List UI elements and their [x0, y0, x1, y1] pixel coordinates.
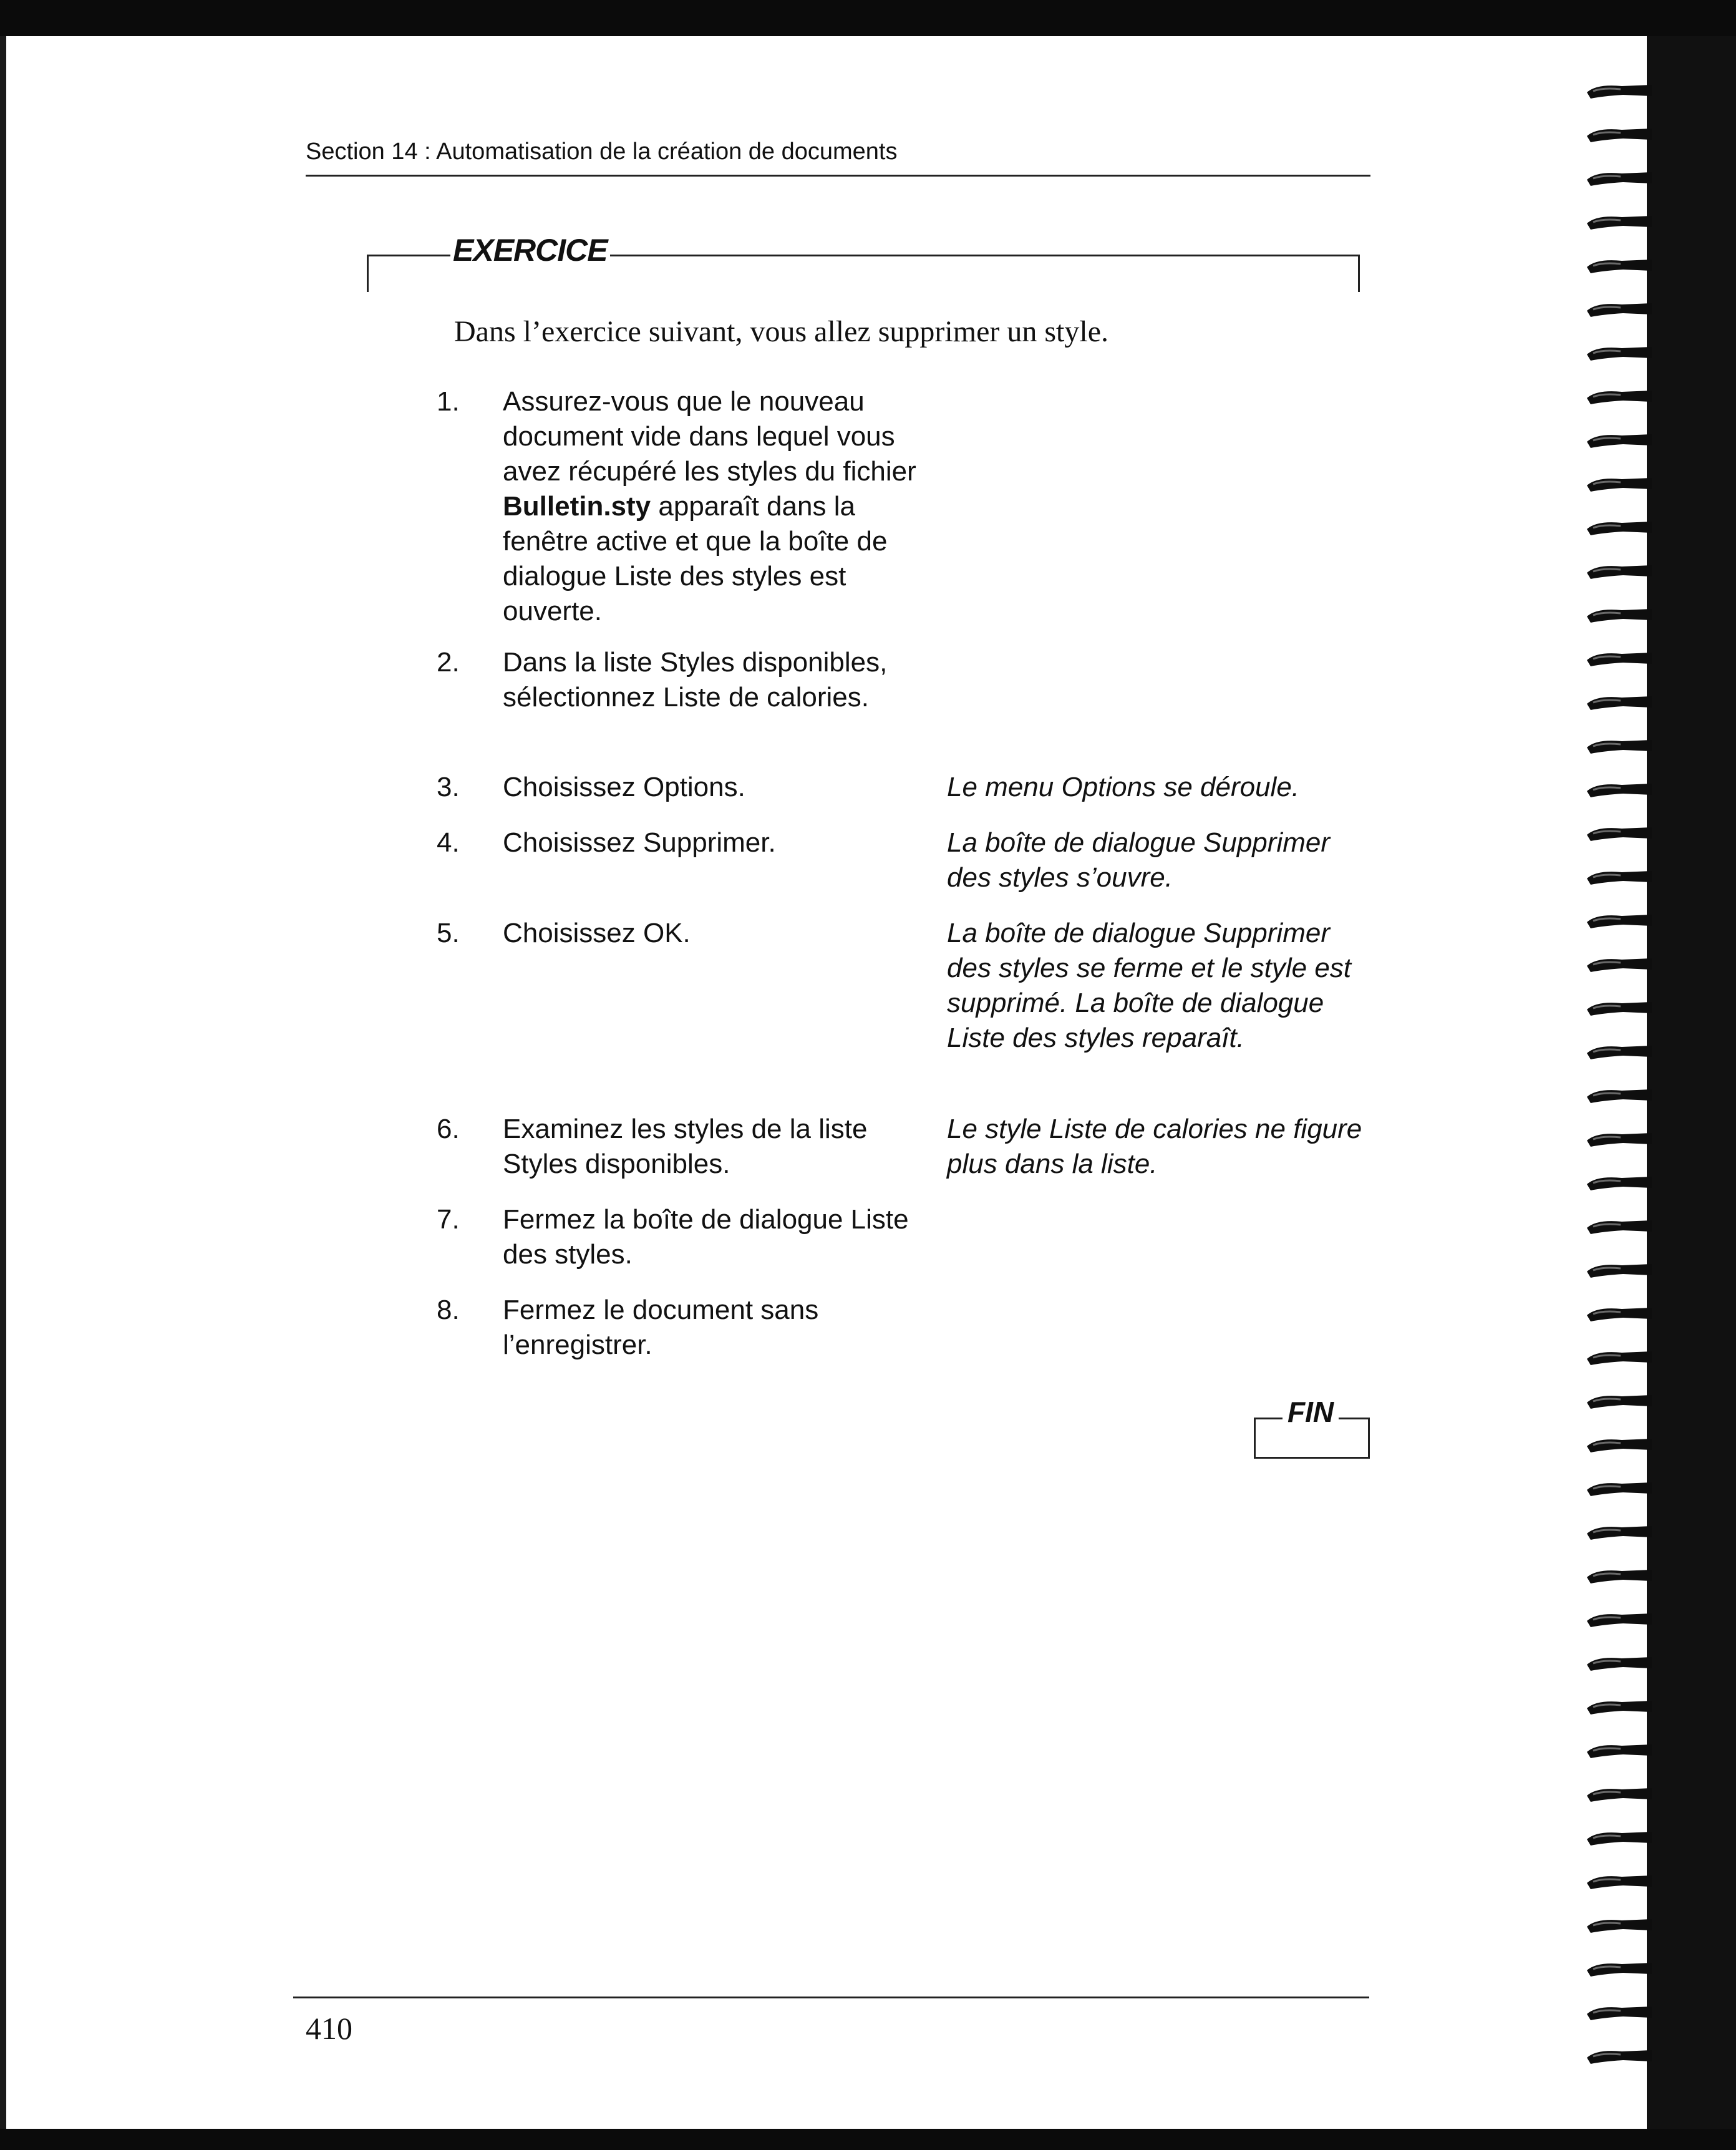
spiral-coil: [1584, 2003, 1654, 2021]
spiral-coil: [1584, 1173, 1654, 1192]
spiral-coil: [1584, 430, 1654, 449]
spiral-coil: [1584, 1566, 1654, 1585]
scan-border-top: [0, 0, 1736, 36]
step-6-result: Le style Liste de calories ne figure plus dans la liste.: [947, 1114, 1362, 1179]
spiral-coil: [1584, 1872, 1654, 1890]
spiral-coil: [1584, 649, 1654, 668]
spiral-coil: [1584, 911, 1654, 930]
step-text: Dans la liste Styles disponibles, sélectionnez Liste de calories.: [503, 647, 888, 713]
page-number: 410: [306, 2011, 352, 2046]
spiral-coil: [1584, 780, 1654, 799]
scan-border-left: [0, 36, 6, 2129]
step-4-result: La boîte de dialogue Supprimer des styles s’ouvre.: [947, 827, 1330, 893]
spiral-coil: [1584, 1828, 1654, 1847]
spiral-coil: [1584, 168, 1654, 187]
spiral-coil: [1584, 1959, 1654, 1978]
spiral-coil: [1584, 1042, 1654, 1061]
step-number: 8.: [437, 1295, 460, 1325]
step-number: 6.: [437, 1114, 460, 1144]
spiral-coil: [1584, 867, 1654, 886]
step-text: Choisissez Supprimer.: [503, 827, 776, 858]
step-text: Assurez-vous que le nouveau document vide dans lequel vous avez récupéré les styles du fichier Bulletin.sty apparaît dans la fenêtre active et que la boîte de dialogue Liste des styles est ouverte.: [503, 386, 916, 626]
spiral-coil: [1584, 299, 1654, 318]
step-5-result: La boîte de dialogue Supprimer des styles se ferme et le style est supprimé. La boîte de dialogue Liste des styles reparaît.: [947, 918, 1352, 1053]
spiral-coil: [1584, 605, 1654, 624]
spiral-coil: [1584, 1610, 1654, 1628]
spiral-coil: [1584, 1915, 1654, 1934]
spiral-coil: [1584, 125, 1654, 143]
step-number: 5.: [437, 918, 460, 948]
step-text: Fermez le document sans l’enregistrer.: [503, 1295, 819, 1360]
scan-border-right: [1647, 36, 1736, 2129]
spiral-coil: [1584, 1784, 1654, 1803]
spiral-coil: [1584, 693, 1654, 711]
step-number: 1.: [437, 386, 460, 417]
spiral-coil: [1584, 1348, 1654, 1366]
spiral-coil: [1584, 736, 1654, 755]
spiral-coil: [1584, 256, 1654, 275]
spiral-coil: [1584, 1697, 1654, 1716]
spiral-coil: [1584, 518, 1654, 537]
step-3-result: Le menu Options se déroule.: [947, 772, 1300, 802]
spiral-coil: [1584, 387, 1654, 406]
spiral-coil: [1584, 1391, 1654, 1410]
exercise-intro: Dans l’exercice suivant, vous allez supprimer un style.: [454, 315, 1109, 348]
spiral-coil: [1584, 1653, 1654, 1672]
spiral-coil: [1584, 212, 1654, 231]
step-text: Examinez les styles de la liste Styles disponibles.: [503, 1114, 868, 1179]
file-name: Bulletin.sty: [503, 491, 651, 522]
step-text: Fermez la boîte de dialogue Liste des styles.: [503, 1204, 909, 1270]
step-number: 2.: [437, 647, 460, 678]
spiral-coil: [1584, 474, 1654, 493]
spiral-coil: [1584, 1435, 1654, 1454]
spiral-coil: [1584, 1304, 1654, 1323]
spiral-coil: [1584, 1086, 1654, 1104]
end-marker-label: FIN: [1283, 1395, 1339, 1429]
spiral-coil: [1584, 1217, 1654, 1235]
spiral-coil: [1584, 1479, 1654, 1497]
spiral-coil: [1584, 1522, 1654, 1541]
step-text: Choisissez OK.: [503, 918, 691, 948]
spiral-coil: [1584, 998, 1654, 1017]
spiral-coil: [1584, 824, 1654, 842]
spiral-coil: [1584, 343, 1654, 362]
step-number: 7.: [437, 1204, 460, 1235]
spiral-binding: [1584, 81, 1659, 2096]
footer-rule: [293, 1997, 1369, 1998]
exercise-title: EXERCICE: [450, 232, 610, 268]
step-number: 4.: [437, 827, 460, 858]
spiral-coil: [1584, 562, 1654, 580]
step-text: Choisissez Options.: [503, 772, 745, 802]
scan-border-bottom: [0, 2129, 1736, 2150]
spiral-coil: [1584, 1129, 1654, 1148]
spiral-coil: [1584, 81, 1654, 100]
spiral-coil: [1584, 955, 1654, 973]
header-rule: [306, 175, 1370, 177]
spiral-coil: [1584, 2046, 1654, 2065]
spiral-coil: [1584, 1741, 1654, 1759]
section-header: Section 14 : Automatisation de la création de documents: [306, 139, 898, 165]
spiral-coil: [1584, 1260, 1654, 1279]
step-number: 3.: [437, 772, 460, 802]
